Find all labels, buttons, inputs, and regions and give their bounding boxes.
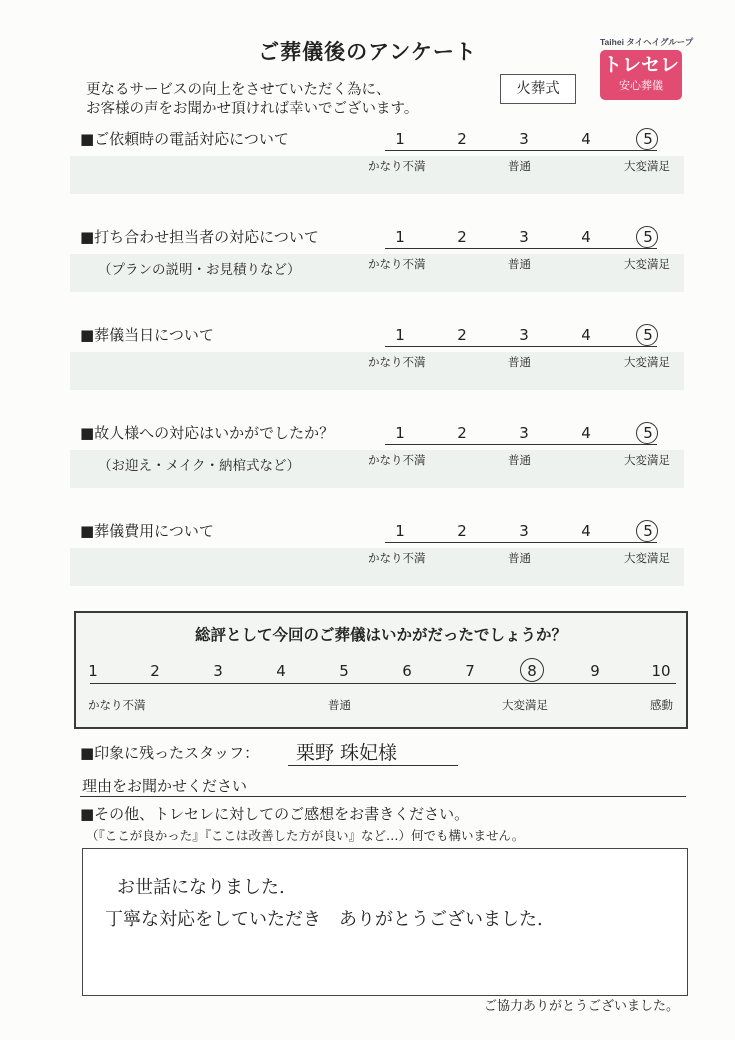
question-label: ■打ち合わせ担当者の対応について — [80, 228, 319, 246]
staff-value: 栗野 珠妃様 — [296, 742, 398, 764]
scale-number: 3 — [519, 130, 529, 148]
overall-scale-number: 2 — [150, 662, 160, 680]
rating-scale — [368, 522, 670, 565]
ceremony-type-box: 火葬式 — [500, 74, 576, 104]
selected-answer-circle — [636, 520, 658, 542]
scale-label-mid: 普通 — [508, 355, 531, 369]
intro-line-2: お客様の声をお聞かせ頂ければ幸いでございます。 — [86, 101, 419, 117]
scale-number: 2 — [457, 522, 467, 540]
scale-label-low: かなり不満 — [368, 159, 426, 173]
comment-line-1: お世話になりました. — [117, 877, 285, 898]
scale-number: 2 — [457, 228, 467, 246]
scale-number: 2 — [457, 130, 467, 148]
scale-line — [385, 346, 657, 347]
overall-scale-number: 6 — [402, 662, 412, 680]
brand-logo — [600, 50, 682, 100]
overall-scale-number: 1 — [88, 662, 98, 680]
other-sub: （『ここが良かった』『ここは改善した方が良い』など…）何でも構いません。 — [86, 828, 525, 843]
scale-line — [385, 444, 657, 445]
scale-number: 5 — [643, 228, 653, 246]
scale-label-low: かなり不満 — [368, 355, 426, 369]
scale-number: 1 — [395, 130, 405, 148]
intro-line-1: 更なるサービスの向上をさせていただく為に、 — [86, 82, 391, 98]
brand-name: トレセレ — [602, 54, 679, 76]
question-label: ■葬儀当日について — [80, 326, 214, 344]
scale-number: 4 — [581, 130, 591, 148]
question-sub: （お迎え・メイク・納棺式など） — [98, 458, 300, 474]
scale-label-high: 大変満足 — [624, 355, 670, 369]
reason-label: 理由をお聞かせください — [82, 777, 248, 795]
scale-number: 5 — [643, 522, 653, 540]
scale-number: 3 — [519, 228, 529, 246]
staff-label: ■印象に残ったスタッフ： — [80, 744, 260, 762]
scale-number: 2 — [457, 424, 467, 442]
staff-underline — [288, 765, 458, 766]
overall-selected-circle — [520, 658, 544, 682]
rating-scale — [368, 424, 670, 467]
overall-scale-number: 4 — [276, 662, 286, 680]
overall-label-top: 感動 — [650, 698, 673, 712]
overall-scale-number: 10 — [651, 662, 671, 680]
other-label: ■その他、トレセレに対してのご感想をお書きください。 — [80, 805, 470, 823]
overall-question: 総評として今回のご葬儀はいかがだったでしょうか？ — [194, 626, 567, 644]
scale-label-mid: 普通 — [508, 453, 531, 467]
rating-scale — [368, 130, 670, 173]
overall-scale-number: 8 — [527, 662, 537, 680]
scale-line — [385, 150, 657, 151]
reason-underline — [80, 796, 686, 797]
scale-label-high: 大変満足 — [624, 551, 670, 565]
question-label: ■ご依頼時の電話対応について — [80, 130, 289, 148]
scale-label-low: かなり不満 — [368, 551, 426, 565]
question-label: ■葬儀費用について — [80, 522, 214, 540]
scale-label-mid: 普通 — [508, 159, 531, 173]
scale-number: 1 — [395, 522, 405, 540]
scale-number: 1 — [395, 424, 405, 442]
brand-tagline: 安心葬儀 — [619, 79, 663, 92]
footer-thanks: ご協力ありがとうございました。 — [484, 999, 680, 1014]
overall-label-mid: 普通 — [328, 698, 351, 712]
selected-answer-circle — [636, 324, 658, 346]
overall-label-high: 大変満足 — [502, 698, 548, 712]
scale-label-mid: 普通 — [508, 551, 531, 565]
selected-answer-circle — [636, 226, 658, 248]
scale-line — [385, 542, 657, 543]
overall-scale-number: 5 — [339, 662, 349, 680]
scale-number: 4 — [581, 326, 591, 344]
scale-label-mid: 普通 — [508, 257, 531, 271]
scale-number: 3 — [519, 326, 529, 344]
scale-number: 2 — [457, 326, 467, 344]
comment-line-2: 丁寧な対応をしていただき ありがとうございました. — [105, 909, 543, 930]
scale-label-low: かなり不満 — [368, 257, 426, 271]
question-label: ■故人様への対応はいかがでしたか？ — [80, 424, 335, 442]
scale-number: 5 — [643, 424, 653, 442]
selected-answer-circle — [636, 422, 658, 444]
scale-line — [385, 248, 657, 249]
scale-number: 4 — [581, 228, 591, 246]
page-title: ご葬儀後のアンケート — [258, 40, 477, 64]
scale-number: 5 — [643, 130, 653, 148]
overall-scale-number: 9 — [590, 662, 600, 680]
question-sub: （プランの説明・お見積りなど） — [98, 262, 301, 278]
overall-scale-number: 7 — [465, 662, 475, 680]
rating-scale — [368, 228, 670, 271]
overall-rating-box — [74, 611, 688, 729]
scale-number: 5 — [643, 326, 653, 344]
scale-number: 1 — [395, 326, 405, 344]
scale-number: 4 — [581, 522, 591, 540]
scale-number: 4 — [581, 424, 591, 442]
brand-group: Taihei タイヘイグループ — [600, 37, 694, 47]
comment-box — [82, 848, 688, 996]
scale-number: 3 — [519, 424, 529, 442]
selected-answer-circle — [636, 128, 658, 150]
overall-scale-line — [90, 683, 676, 684]
overall-label-low: かなり不満 — [88, 698, 146, 712]
scale-label-high: 大変満足 — [624, 453, 670, 467]
scale-label-high: 大変満足 — [624, 257, 670, 271]
rating-scale — [368, 326, 670, 369]
overall-scale-number: 3 — [213, 662, 223, 680]
scale-label-low: かなり不満 — [368, 453, 426, 467]
scale-label-high: 大変満足 — [624, 159, 670, 173]
scale-number: 1 — [395, 228, 405, 246]
scale-number: 3 — [519, 522, 529, 540]
